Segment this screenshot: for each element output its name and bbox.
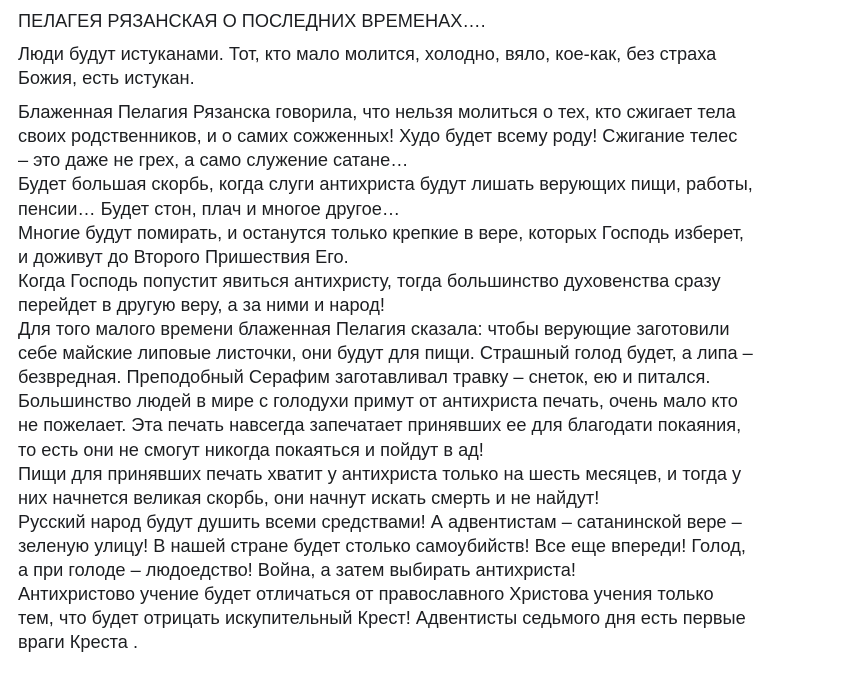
- post-title: ПЕЛАГЕЯ РЯЗАНСКАЯ О ПОСЛЕДНИХ ВРЕМЕНАХ….: [18, 11, 486, 31]
- post-paragraph-intro: Люди будут истуканами. Тот, кто мало молится, холодно, вяло, кое-как, без страха Божия, есть истукан.: [18, 44, 717, 89]
- post-paragraph-body: Блаженная Пелагия Рязанска говорила, что нельзя молиться о тех, кто сжигает тела своих родственников, и о самих сожженных! Худо будет всему роду! Сжигание телес – это даже не грех, а само служение сатане… Будет большая скорбь, когда слуги антихриста будут лишать верующих пищи, работы, пенсии… Будет стон, плач и многое другое… Многие будут помирать, и останутся только крепкие в вере, которых Господь изберет, и доживут до Второго Пришествия Его. Когда Господь попустит явиться антихристу, тогда большинство духовенства сразу перейдет в другую веру, а за ними и народ! Для того малого времени блаженная Пелагия сказала: чтобы верующие заготовили себе майские липовые листочки, они будут для пищи. Страшный голод будет, а липа – безвредная. Преподобный Серафим заготавливал травку – снеток, ею и питался. Большинство людей в мире с голодухи примут от антихриста печать, очень мало кто не пожелает. Эта печать навсегда запечатает принявших ее для благодати покаяния, то есть они не смогут никогда покаяться и пойдут в ад! Пищи для принявших печать хватит у антихриста только на шесть месяцев, и тогда у них начнется великая скорбь, они начнут искать смерть и не найдут! Русский народ будут душить всеми средствами! А адвентистам – сатанинской вере – зеленую улицу! В нашей стране будет столько самоубийств! Все еще впереди! Голод, а при голоде – людоедство! Война, а затем выбирать антихриста! Антихристово учение будет отличаться от православного Христова учения только тем, что будет отрицать искупительный Крест! Адвентисты седьмого дня есть первые враги Креста .: [18, 102, 753, 653]
